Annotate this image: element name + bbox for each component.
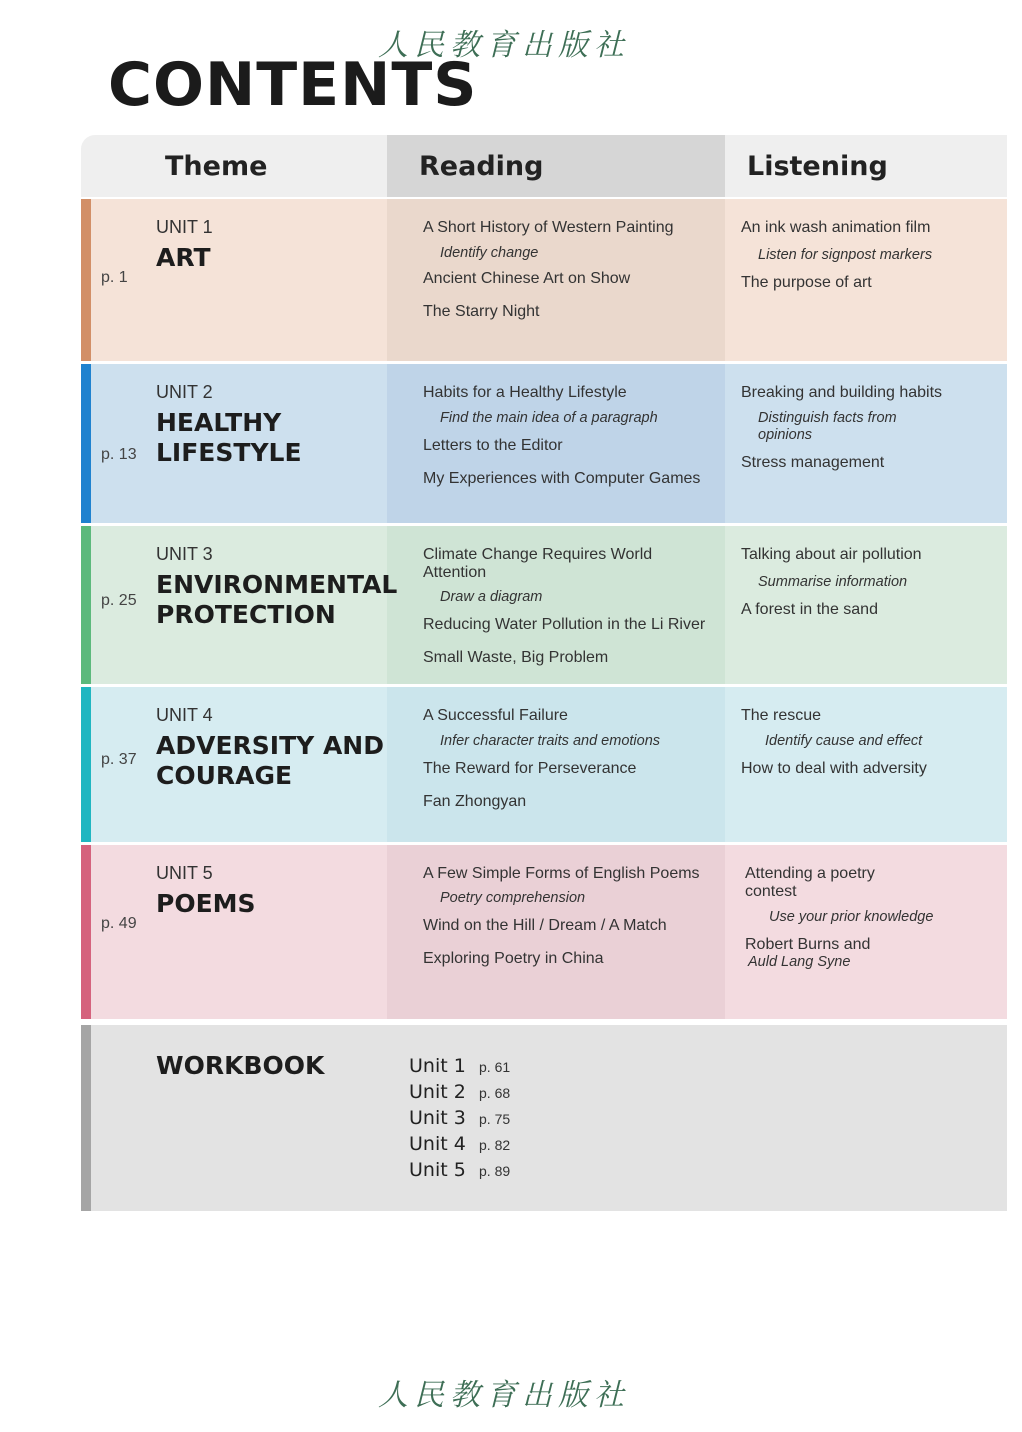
workbook-row: [81, 1025, 1007, 1211]
unit-label: UNIT 2: [156, 382, 213, 402]
listening-cell: [725, 526, 1007, 684]
reading-skill: Poetry comprehension: [440, 890, 586, 906]
header-reading: Reading: [387, 135, 725, 197]
unit-page-ref: p. 37: [101, 751, 137, 768]
reading-skill: Find the main idea of a paragraph: [440, 410, 658, 426]
listening-cell: [725, 845, 1007, 1019]
reading-title: Habits for a Healthy Lifestyle: [423, 384, 627, 401]
reading-cell: [387, 845, 725, 1019]
unit-title: ART: [156, 243, 211, 272]
reading-title: A Successful Failure: [423, 707, 568, 724]
unit-title: ENVIRONMENTAL PROTECTION: [156, 570, 398, 629]
listening-skill: Use your prior knowledge: [769, 909, 934, 925]
unit-title: HEALTHY LIFESTYLE: [156, 408, 302, 467]
workbook-color-bar: [81, 1025, 91, 1211]
unit-row-4: [81, 687, 1007, 842]
listening-title: Stress management: [741, 454, 885, 471]
unit-page-ref: p. 49: [101, 915, 137, 932]
publisher-watermark: 人民教育出版社: [378, 28, 630, 63]
workbook-entry: [409, 1133, 510, 1159]
reading-title: Exploring Poetry in China: [423, 950, 604, 967]
page-title: CONTENTS: [108, 50, 478, 120]
contents-table: [81, 135, 1007, 1211]
reading-title: A Few Simple Forms of English Poems: [423, 865, 700, 882]
reading-title: Letters to the Editor: [423, 437, 563, 454]
reading-title: Reducing Water Pollution in the Li River: [423, 616, 706, 633]
table-header: [81, 135, 1007, 197]
listening-skill: Listen for signpost markers: [758, 247, 933, 263]
unit-color-bar: [81, 526, 91, 684]
workbook-page: p. 68: [479, 1085, 511, 1101]
unit-title: ADVERSITY AND COURAGE: [156, 731, 384, 790]
listening-title: Robert Burns and: [745, 936, 871, 953]
reading-title: Small Waste, Big Problem: [423, 649, 609, 666]
reading-title: Ancient Chinese Art on Show: [423, 270, 631, 287]
listening-title: A forest in the sand: [741, 601, 878, 618]
unit-page-ref: p. 13: [101, 446, 137, 463]
listening-title: Attending a poetry contest: [745, 865, 875, 900]
reading-cell: [387, 687, 725, 842]
reading-title: Climate Change Requires World Attention: [423, 546, 653, 581]
listening-cell: [725, 199, 1007, 361]
unit-row-5: [81, 845, 1007, 1019]
unit-page-ref: p. 25: [101, 592, 137, 609]
unit-theme-cell: [91, 526, 398, 684]
workbook-unit: Unit 5: [409, 1159, 466, 1181]
workbook-page: p. 61: [479, 1059, 511, 1075]
unit-label: UNIT 3: [156, 544, 213, 564]
workbook-title: WORKBOOK: [156, 1051, 325, 1080]
workbook-page: p. 82: [479, 1137, 511, 1153]
workbook-unit: Unit 1: [409, 1055, 466, 1077]
reading-title: The Starry Night: [423, 303, 540, 320]
unit-theme-cell: [91, 687, 387, 842]
unit-label: UNIT 1: [156, 217, 213, 237]
listening-skill: Identify cause and effect: [765, 733, 923, 749]
workbook-entry: [409, 1055, 510, 1081]
reading-title: My Experiences with Computer Games: [423, 470, 701, 487]
unit-label: UNIT 4: [156, 705, 213, 725]
workbook-unit: Unit 2: [409, 1081, 466, 1103]
unit-color-bar: [81, 687, 91, 842]
listening-skill: Distinguish facts from opinions: [758, 410, 897, 443]
unit-page-ref: p. 1: [101, 269, 128, 286]
unit-title: POEMS: [156, 889, 256, 918]
unit-theme-cell: [91, 364, 387, 523]
reading-title: Wind on the Hill / Dream / A Match: [423, 917, 667, 934]
listening-title: The rescue: [741, 707, 822, 724]
publisher-watermark: 人民教育出版社: [378, 1378, 630, 1413]
listening-cell: [725, 687, 1007, 842]
listening-title: How to deal with adversity: [741, 760, 927, 777]
unit-label: UNIT 5: [156, 863, 213, 883]
reading-title: A Short History of Western Painting: [423, 219, 674, 236]
header-theme: Theme: [81, 135, 387, 197]
unit-color-bar: [81, 364, 91, 523]
workbook-list: [409, 1055, 510, 1185]
reading-title: Fan Zhongyan: [423, 793, 527, 810]
unit-theme-cell: [91, 199, 387, 361]
listening-title: Breaking and building habits: [741, 384, 943, 401]
workbook-entry: [409, 1107, 510, 1133]
workbook-page: p. 75: [479, 1111, 511, 1127]
reading-cell: [387, 526, 725, 684]
listening-skill: Summarise information: [758, 574, 908, 590]
listening-subtitle: Auld Lang Syne: [748, 954, 851, 970]
unit-color-bar: [81, 199, 91, 361]
reading-skill: Identify change: [440, 245, 539, 261]
reading-skill: Draw a diagram: [440, 589, 543, 605]
workbook-entry: [409, 1159, 510, 1185]
listening-title: The purpose of art: [741, 274, 872, 291]
unit-row-1: [81, 199, 1007, 361]
reading-cell: [387, 364, 725, 523]
unit-row-3: [81, 526, 1007, 684]
listening-title: An ink wash animation film: [741, 219, 931, 236]
unit-row-2: [81, 364, 1007, 523]
reading-cell: [387, 199, 725, 361]
reading-skill: Infer character traits and emotions: [440, 733, 661, 749]
header-listening: Listening: [725, 135, 1007, 197]
workbook-unit: Unit 4: [409, 1133, 466, 1155]
listening-title: Talking about air pollution: [741, 546, 922, 563]
unit-theme-cell: [91, 845, 387, 1019]
workbook-page: p. 89: [479, 1163, 511, 1179]
workbook-unit: Unit 3: [409, 1107, 466, 1129]
workbook-entry: [409, 1081, 510, 1107]
unit-color-bar: [81, 845, 91, 1019]
reading-title: The Reward for Perseverance: [423, 760, 637, 777]
listening-cell: [725, 364, 1007, 523]
